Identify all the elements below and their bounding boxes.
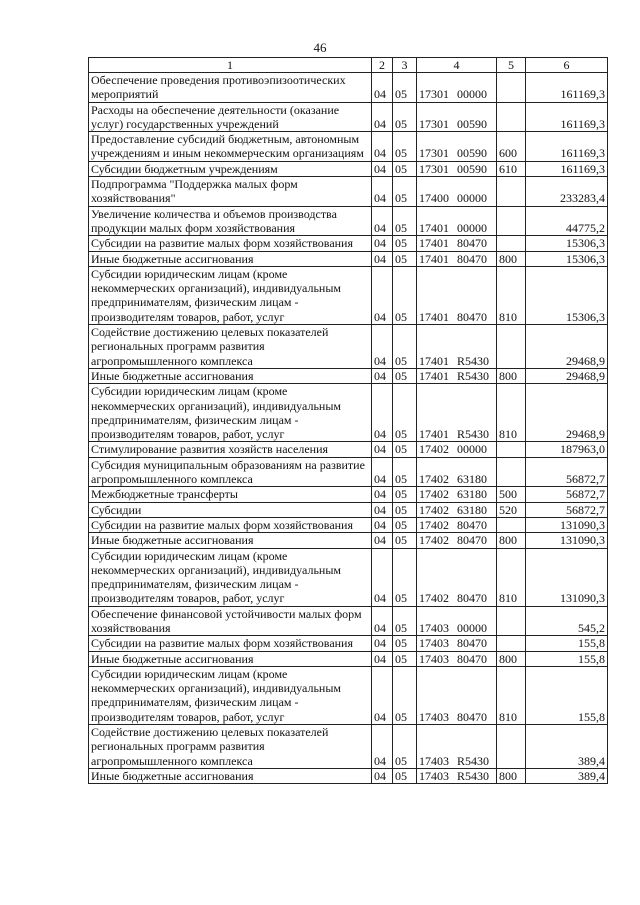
cell-target-article <box>417 102 497 132</box>
target-article-program: 17401 <box>419 427 449 442</box>
target-article-program: 17402 <box>419 591 449 606</box>
table-row <box>89 102 608 132</box>
target-article-direction: R5430 <box>457 427 490 442</box>
cell-target-article <box>417 487 497 502</box>
target-article-program: 17403 <box>419 753 449 768</box>
target-article-program: 17402 <box>419 472 449 487</box>
cell-target-article <box>417 368 497 383</box>
cell-subsection: 05 <box>393 132 417 162</box>
target-article-program: 17301 <box>419 146 449 161</box>
target-article-direction: R5430 <box>457 353 490 368</box>
target-article-direction: 00000 <box>457 87 487 102</box>
cell-section: 04 <box>372 442 393 457</box>
table-row <box>89 548 608 606</box>
table-row <box>89 325 608 369</box>
cell-subsection: 05 <box>393 266 417 324</box>
cell-expense-type <box>497 236 526 251</box>
cell-amount: 187963,0 <box>526 442 608 457</box>
target-article-program: 17301 <box>419 116 449 131</box>
cell-subsection: 05 <box>393 102 417 132</box>
cell-name: Субсидии на развитие малых форм хозяйствования <box>89 517 372 532</box>
cell-section: 04 <box>372 177 393 207</box>
cell-subsection: 05 <box>393 606 417 636</box>
cell-target-article <box>417 236 497 251</box>
target-article-program: 17403 <box>419 651 449 666</box>
cell-target-article <box>417 548 497 606</box>
cell-section: 04 <box>372 548 393 606</box>
cell-subsection: 05 <box>393 666 417 724</box>
cell-expense-type: 810 <box>497 666 526 724</box>
cell-amount: 155,8 <box>526 636 608 651</box>
cell-amount: 15306,3 <box>526 236 608 251</box>
cell-subsection: 05 <box>393 384 417 442</box>
cell-expense-type <box>497 457 526 487</box>
table-row <box>89 457 608 487</box>
cell-amount: 155,8 <box>526 651 608 666</box>
table-row <box>89 487 608 502</box>
cell-subsection: 05 <box>393 517 417 532</box>
cell-expense-type <box>497 325 526 369</box>
cell-subsection: 05 <box>393 251 417 266</box>
table-row <box>89 236 608 251</box>
cell-expense-type <box>497 206 526 236</box>
cell-section: 04 <box>372 725 393 769</box>
cell-section: 04 <box>372 251 393 266</box>
cell-amount: 29468,9 <box>526 384 608 442</box>
target-article-program: 17402 <box>419 442 449 457</box>
cell-expense-type <box>497 102 526 132</box>
table-row <box>89 442 608 457</box>
cell-subsection: 05 <box>393 651 417 666</box>
cell-section: 04 <box>372 517 393 532</box>
target-article-program: 17301 <box>419 87 449 102</box>
target-article-program: 17401 <box>419 251 449 266</box>
cell-subsection: 05 <box>393 457 417 487</box>
cell-target-article <box>417 502 497 517</box>
header-cell: 2 <box>372 58 393 73</box>
target-article-direction: 80470 <box>457 591 487 606</box>
cell-amount: 56872,7 <box>526 502 608 517</box>
cell-name: Субсидии <box>89 502 372 517</box>
cell-name: Субсидии на развитие малых форм хозяйствования <box>89 236 372 251</box>
cell-section: 04 <box>372 502 393 517</box>
target-article-direction: 80470 <box>457 236 487 251</box>
target-article-direction: 63180 <box>457 487 487 502</box>
table-row <box>89 606 608 636</box>
cell-subsection: 05 <box>393 236 417 251</box>
cell-section: 04 <box>372 132 393 162</box>
cell-name: Субсидии юридическим лицам (кроме некоммерческих организаций), индивидуальным предпринимателям, физическим лицам - производителям товаров, работ, услуг <box>89 666 372 724</box>
target-article-direction: R5430 <box>457 768 490 783</box>
cell-section: 04 <box>372 457 393 487</box>
cell-name: Подпрограмма "Поддержка малых форм хозяйствования" <box>89 177 372 207</box>
table-row <box>89 132 608 162</box>
cell-name: Иные бюджетные ассигнования <box>89 651 372 666</box>
cell-subsection: 05 <box>393 177 417 207</box>
cell-section: 04 <box>372 266 393 324</box>
cell-subsection: 05 <box>393 487 417 502</box>
target-article-program: 17402 <box>419 487 449 502</box>
target-article-program: 17301 <box>419 161 449 176</box>
target-article-program: 17402 <box>419 502 449 517</box>
cell-section: 04 <box>372 666 393 724</box>
cell-name: Межбюджетные трансферты <box>89 487 372 502</box>
cell-expense-type: 610 <box>497 161 526 176</box>
cell-section: 04 <box>372 161 393 176</box>
cell-section: 04 <box>372 206 393 236</box>
cell-amount: 389,4 <box>526 768 608 783</box>
cell-section: 04 <box>372 384 393 442</box>
cell-target-article <box>417 325 497 369</box>
page-number: 46 <box>313 40 327 55</box>
header-row <box>89 58 608 73</box>
target-article-program: 17401 <box>419 368 449 383</box>
table-row <box>89 266 608 324</box>
cell-target-article <box>417 73 497 103</box>
target-article-direction: 00000 <box>457 191 487 206</box>
cell-subsection: 05 <box>393 73 417 103</box>
cell-target-article <box>417 161 497 176</box>
cell-section: 04 <box>372 325 393 369</box>
cell-target-article <box>417 206 497 236</box>
table-row <box>89 161 608 176</box>
cell-expense-type <box>497 73 526 103</box>
header-cell: 4 <box>417 58 497 73</box>
target-article-program: 17401 <box>419 236 449 251</box>
target-article-direction: 00590 <box>457 116 487 131</box>
cell-expense-type: 810 <box>497 548 526 606</box>
cell-name: Содействие достижению целевых показателей региональных программ развития агропромышленного комплекса <box>89 725 372 769</box>
cell-expense-type <box>497 606 526 636</box>
cell-section: 04 <box>372 236 393 251</box>
cell-subsection: 05 <box>393 206 417 236</box>
cell-amount: 131090,3 <box>526 548 608 606</box>
target-article-direction: R5430 <box>457 753 490 768</box>
cell-section: 04 <box>372 368 393 383</box>
cell-subsection: 05 <box>393 636 417 651</box>
cell-target-article <box>417 177 497 207</box>
cell-section: 04 <box>372 606 393 636</box>
target-article-direction: 80470 <box>457 517 487 532</box>
cell-section: 04 <box>372 73 393 103</box>
cell-expense-type: 800 <box>497 533 526 548</box>
cell-subsection: 05 <box>393 502 417 517</box>
cell-target-article <box>417 517 497 532</box>
cell-amount: 29468,9 <box>526 368 608 383</box>
table-row <box>89 666 608 724</box>
cell-section: 04 <box>372 768 393 783</box>
target-article-program: 17401 <box>419 353 449 368</box>
cell-subsection: 05 <box>393 442 417 457</box>
cell-section: 04 <box>372 487 393 502</box>
cell-name: Субсидии бюджетным учреждениям <box>89 161 372 176</box>
cell-name: Расходы на обеспечение деятельности (оказание услуг) государственных учреждений <box>89 102 372 132</box>
cell-expense-type <box>497 517 526 532</box>
cell-target-article <box>417 651 497 666</box>
table-row <box>89 502 608 517</box>
cell-section: 04 <box>372 651 393 666</box>
target-article-program: 17403 <box>419 620 449 635</box>
target-article-direction: 80470 <box>457 309 487 324</box>
target-article-direction: 80470 <box>457 251 487 266</box>
cell-name: Субсидии юридическим лицам (кроме некоммерческих организаций), индивидуальным предпринимателям, физическим лицам - производителям товаров, работ, услуг <box>89 548 372 606</box>
table-row <box>89 636 608 651</box>
cell-amount: 155,8 <box>526 666 608 724</box>
cell-target-article <box>417 457 497 487</box>
target-article-direction: 00000 <box>457 620 487 635</box>
target-article-direction: R5430 <box>457 368 490 383</box>
table-row <box>89 251 608 266</box>
cell-target-article <box>417 533 497 548</box>
cell-name: Субсидии юридическим лицам (кроме некоммерческих организаций), индивидуальным предпринимателям, физическим лицам - производителям товаров, работ, услуг <box>89 384 372 442</box>
cell-target-article <box>417 132 497 162</box>
target-article-direction: 80470 <box>457 533 487 548</box>
cell-target-article <box>417 266 497 324</box>
target-article-program: 17400 <box>419 191 449 206</box>
cell-name: Обеспечение проведения противоэпизоотических мероприятий <box>89 73 372 103</box>
cell-target-article <box>417 606 497 636</box>
cell-amount: 15306,3 <box>526 266 608 324</box>
cell-target-article <box>417 725 497 769</box>
table-row <box>89 206 608 236</box>
cell-name: Иные бюджетные ассигнования <box>89 368 372 383</box>
cell-amount: 161169,3 <box>526 102 608 132</box>
cell-target-article <box>417 442 497 457</box>
cell-expense-type <box>497 177 526 207</box>
cell-subsection: 05 <box>393 768 417 783</box>
cell-amount: 233283,4 <box>526 177 608 207</box>
cell-amount: 161169,3 <box>526 73 608 103</box>
cell-name: Иные бюджетные ассигнования <box>89 533 372 548</box>
cell-expense-type: 800 <box>497 251 526 266</box>
target-article-direction: 63180 <box>457 502 487 517</box>
cell-subsection: 05 <box>393 725 417 769</box>
cell-amount: 15306,3 <box>526 251 608 266</box>
target-article-direction: 80470 <box>457 709 487 724</box>
cell-name: Содействие достижению целевых показателей региональных программ развития агропромышленного комплекса <box>89 325 372 369</box>
cell-amount: 44775,2 <box>526 206 608 236</box>
cell-amount: 389,4 <box>526 725 608 769</box>
cell-subsection: 05 <box>393 161 417 176</box>
table-row <box>89 368 608 383</box>
cell-target-article <box>417 636 497 651</box>
cell-section: 04 <box>372 533 393 548</box>
cell-expense-type: 800 <box>497 368 526 383</box>
cell-expense-type: 800 <box>497 651 526 666</box>
target-article-direction: 80470 <box>457 651 487 666</box>
cell-subsection: 05 <box>393 325 417 369</box>
table-row <box>89 725 608 769</box>
cell-expense-type: 600 <box>497 132 526 162</box>
table-row <box>89 651 608 666</box>
cell-amount: 131090,3 <box>526 517 608 532</box>
cell-amount: 161169,3 <box>526 161 608 176</box>
target-article-program: 17402 <box>419 517 449 532</box>
cell-amount: 29468,9 <box>526 325 608 369</box>
table-row <box>89 768 608 783</box>
cell-expense-type: 500 <box>497 487 526 502</box>
cell-amount: 56872,7 <box>526 457 608 487</box>
cell-name: Иные бюджетные ассигнования <box>89 251 372 266</box>
cell-name: Субсидия муниципальным образованиям на развитие агропромышленного комплекса <box>89 457 372 487</box>
cell-amount: 131090,3 <box>526 533 608 548</box>
cell-target-article <box>417 384 497 442</box>
target-article-direction: 00000 <box>457 442 487 457</box>
target-article-direction: 00000 <box>457 220 487 235</box>
target-article-program: 17403 <box>419 636 449 651</box>
cell-name: Увеличение количества и объемов производства продукции малых форм хозяйствования <box>89 206 372 236</box>
cell-target-article <box>417 768 497 783</box>
cell-section: 04 <box>372 102 393 132</box>
cell-subsection: 05 <box>393 548 417 606</box>
cell-target-article <box>417 251 497 266</box>
header-cell: 3 <box>393 58 417 73</box>
cell-name: Субсидии юридическим лицам (кроме некоммерческих организаций), индивидуальным предпринимателям, физическим лицам - производителям товаров, работ, услуг <box>89 266 372 324</box>
cell-section: 04 <box>372 636 393 651</box>
target-article-program: 17401 <box>419 220 449 235</box>
table-row <box>89 517 608 532</box>
cell-name: Обеспечение финансовой устойчивости малых форм хозяйствования <box>89 606 372 636</box>
cell-expense-type <box>497 442 526 457</box>
header-cell: 6 <box>526 58 608 73</box>
cell-expense-type: 800 <box>497 768 526 783</box>
cell-subsection: 05 <box>393 368 417 383</box>
target-article-direction: 63180 <box>457 472 487 487</box>
target-article-direction: 80470 <box>457 636 487 651</box>
budget-table <box>88 57 608 784</box>
target-article-program: 17403 <box>419 768 449 783</box>
cell-expense-type: 520 <box>497 502 526 517</box>
cell-name: Предоставление субсидий бюджетным, автономным учреждениям и иным некоммерческим организациям <box>89 132 372 162</box>
target-article-program: 17401 <box>419 309 449 324</box>
cell-amount: 545,2 <box>526 606 608 636</box>
cell-name: Стимулирование развития хозяйств населения <box>89 442 372 457</box>
cell-name: Иные бюджетные ассигнования <box>89 768 372 783</box>
cell-subsection: 05 <box>393 533 417 548</box>
cell-amount: 161169,3 <box>526 132 608 162</box>
table-row <box>89 384 608 442</box>
cell-target-article <box>417 666 497 724</box>
target-article-program: 17403 <box>419 709 449 724</box>
cell-expense-type <box>497 725 526 769</box>
table-row <box>89 73 608 103</box>
cell-expense-type: 810 <box>497 384 526 442</box>
table-body <box>89 73 608 784</box>
table-row <box>89 177 608 207</box>
cell-name: Субсидии на развитие малых форм хозяйствования <box>89 636 372 651</box>
cell-amount: 56872,7 <box>526 487 608 502</box>
header-cell: 5 <box>497 58 526 73</box>
header-cell: 1 <box>89 58 372 73</box>
cell-expense-type <box>497 636 526 651</box>
target-article-program: 17402 <box>419 533 449 548</box>
target-article-direction: 00590 <box>457 146 487 161</box>
target-article-direction: 00590 <box>457 161 487 176</box>
cell-expense-type: 810 <box>497 266 526 324</box>
table-row <box>89 533 608 548</box>
